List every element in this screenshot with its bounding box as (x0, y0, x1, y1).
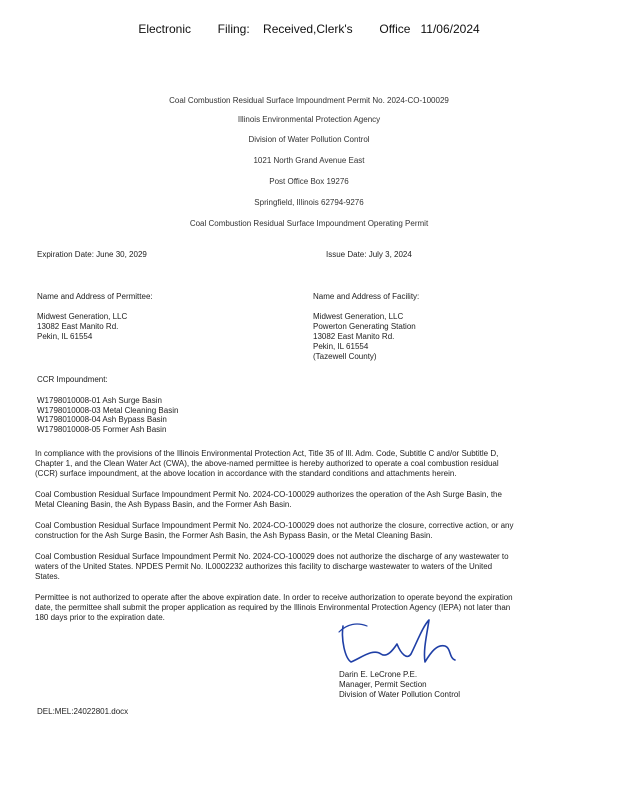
compliance-paragraph (35, 449, 583, 479)
paragraph-line: 180 days prior to the expiration date. (35, 613, 165, 622)
paragraph-line: Chapter 1, and the Clean Water Act (CWA), the above-named permittee is hereby authorized to operate a coal combustion residual (35, 459, 499, 468)
permit-type: Coal Combustion Residual Surface Impoundment Operating Permit (189, 219, 429, 228)
agency-address-line-3: Springfield, Illinois 62794-9276 (254, 198, 364, 207)
paragraph-line: Coal Combustion Residual Surface Impoundment Permit No. 2024-CO-100029 authorizes the operation of the Ash Surge Basin, the (35, 490, 502, 499)
agency-address-line-1: 1021 North Grand Avenue East (253, 156, 365, 165)
facility-line: Midwest Generation, LLC (313, 312, 404, 321)
issue-date: Issue Date: July 3, 2024 (326, 250, 412, 259)
permittee-line: 13082 East Manito Rd. (37, 322, 119, 331)
impoundment-item: W1798010008-01 Ash Surge Basin (37, 396, 162, 405)
impoundment-item: W1798010008-03 Metal Cleaning Basin (37, 405, 179, 415)
impoundment-heading: CCR Impoundment: (37, 375, 108, 384)
paragraph-line: In compliance with the provisions of the Illinois Environmental Protection Act, Title 35 of Ill. Adm. Code, Subtitle C and/or Subtitle D, (35, 449, 499, 458)
signatory-name: Darin E. LeCrone P.E. (339, 670, 418, 679)
paragraph-line: construction for the Ash Surge Basin, the Former Ash Basin, the Ash Bypass Basin, or the Metal Cleaning Basin. (35, 531, 433, 540)
paragraph-line: Metal Cleaning Basin, the Ash Bypass Basin, and the Former Ash Basin. (35, 500, 292, 509)
document-reference: DEL:MEL:24022801.docx (37, 707, 129, 716)
paragraph-line: Permittee is not authorized to operate after the above expiration date. In order to receive authorization to operate beyond the expiration (35, 593, 513, 602)
signatory-title: Manager, Permit Section (339, 680, 427, 689)
stamp-label-electronic: Electronic (138, 22, 191, 36)
facility-line: Powerton Generating Station (313, 322, 416, 331)
paragraph-line: (CCR) surface impoundment, at the above location in accordance with the standard conditions and attachments herein. (35, 469, 457, 478)
facility-line: 13082 East Manito Rd. (313, 332, 395, 341)
expiration-date: Expiration Date: June 30, 2029 (37, 250, 147, 259)
filing-stamp (0, 22, 618, 36)
permittee-line: Midwest Generation, LLC (37, 312, 128, 321)
stamp-date: 11/06/2024 (420, 22, 480, 36)
stamp-label-office: Office (379, 22, 411, 36)
signatory-block (339, 670, 460, 700)
stamp-label-filing: Filing: (217, 22, 250, 36)
signature-image (337, 618, 467, 668)
discharge-paragraph (35, 552, 583, 582)
paragraph-line: Coal Combustion Residual Surface Impoundment Permit No. 2024-CO-100029 does not authorize the discharge of any wastewater to (35, 552, 509, 561)
paragraph-line: States. (35, 572, 60, 581)
agency-address-line-2: Post Office Box 19276 (269, 177, 349, 186)
agency-name: Illinois Environmental Protection Agency (237, 115, 381, 124)
signatory-division: Division of Water Pollution Control (339, 690, 461, 699)
division-name: Division of Water Pollution Control (248, 135, 370, 144)
authorization-paragraph (35, 490, 583, 510)
facility-line: Pekin, IL 61554 (313, 342, 369, 351)
paragraph-line: date, the permittee shall submit the proper application as required by the Illinois Environmental Protection Agency (IEPA) not later than (35, 603, 511, 612)
stamp-label-received: Received,Clerk's (263, 22, 353, 36)
impoundment-list (37, 396, 178, 434)
closure-paragraph (35, 521, 583, 541)
impoundment-item: W1798010008-04 Ash Bypass Basin (37, 415, 167, 424)
expiration-paragraph (35, 593, 583, 623)
facility-address (313, 312, 416, 362)
impoundment-item: W1798010008-05 Former Ash Basin (37, 424, 167, 434)
permit-title: Coal Combustion Residual Surface Impoundment Permit No. 2024-CO-100029 (169, 96, 449, 105)
permittee-heading: Name and Address of Permittee: (37, 292, 153, 301)
paragraph-line: waters of the United States. NPDES Permit No. IL0002232 authorizes this facility to discharge wastewater to waters of the United (35, 562, 493, 571)
permittee-line: Pekin, IL 61554 (37, 332, 93, 341)
facility-heading: Name and Address of Facility: (313, 292, 420, 301)
paragraph-line: Coal Combustion Residual Surface Impoundment Permit No. 2024-CO-100029 does not authorize the closure, corrective action, or any (35, 521, 514, 530)
permittee-address (37, 312, 127, 342)
facility-line: (Tazewell County) (313, 352, 377, 361)
